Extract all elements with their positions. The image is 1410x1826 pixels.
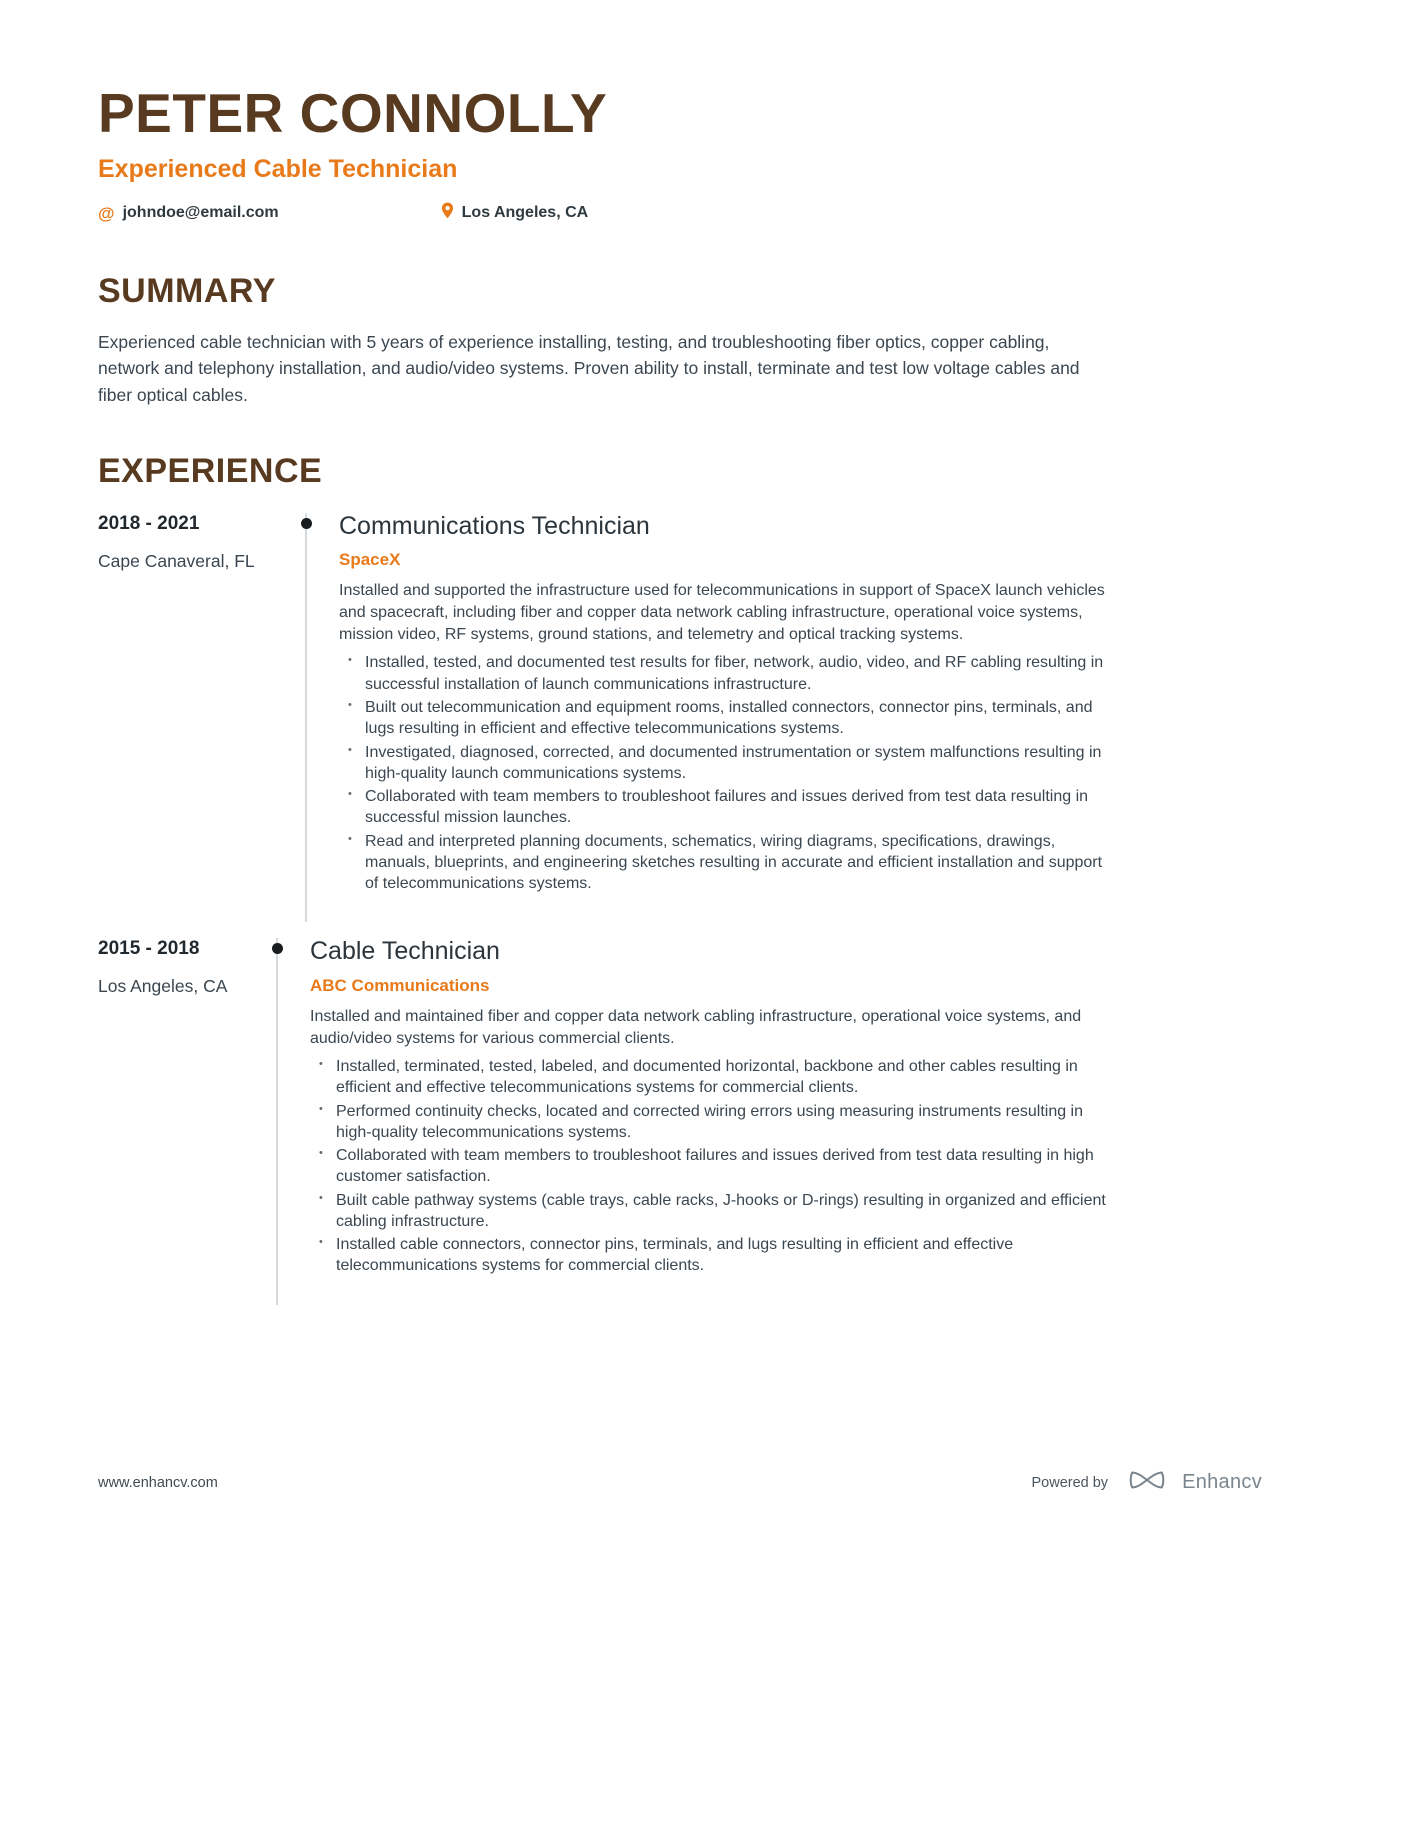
timeline-dot <box>301 518 312 529</box>
candidate-name: PETER CONNOLLY <box>98 82 608 144</box>
entry-location: Cape Canaveral, FL <box>98 550 255 571</box>
entry-bullet-list <box>339 652 1110 894</box>
timeline-dot <box>272 943 283 954</box>
entry-dates: 2015 - 2018 <box>98 938 200 960</box>
experience-entry-spacex <box>98 513 1110 923</box>
entry-company: ABC Communications <box>310 975 490 995</box>
website-link[interactable]: www.enhancv.com <box>98 1474 218 1491</box>
entry-role-title: Communications Technician <box>339 511 650 540</box>
entry-description: Installed and maintained fiber and copper data network cabling infrastructure, operational voice systems, and audio/video systems for various commercial clients. <box>310 1007 1082 1047</box>
location-text: Los Angeles, CA <box>461 204 589 221</box>
powered-by-label: Powered by <box>1031 1474 1109 1491</box>
summary-heading: SUMMARY <box>98 272 276 310</box>
experience-section <box>98 452 1110 1305</box>
enhancv-brand-text: Enhancv <box>1182 1471 1262 1493</box>
experience-entries <box>98 513 1110 1305</box>
email-text: johndoe@email.com <box>122 204 279 221</box>
contact-location <box>441 202 589 224</box>
contact-email[interactable] <box>98 204 279 222</box>
entry-bullet: • Read and interpreted planning documents, schematics, wiring diagrams, specifications, drawings, manuals, blueprints, and engineering sketches resulting in accurate and efficient installation and support of telecommunications systems. <box>339 831 1110 895</box>
entry-company: SpaceX <box>339 550 401 570</box>
entry-content <box>305 513 1110 923</box>
contact-row <box>98 202 1312 224</box>
summary-section <box>98 272 1312 408</box>
entry-bullet: • Built out telecommunication and equipment rooms, installed connectors, connector pins, terminals, and lugs resulting in efficient and effective telecommunications systems. <box>339 697 1110 740</box>
entry-bullet: • Built cable pathway systems (cable trays, cable racks, J-hooks or D-rings) resulting in organized and efficient cabling infrastructure. <box>310 1190 1110 1233</box>
experience-entry-abc-communications <box>98 938 1110 1304</box>
entry-bullet-list <box>310 1056 1110 1277</box>
powered-by <box>1031 1468 1262 1497</box>
enhancv-logo-icon <box>1128 1468 1166 1497</box>
resume-header <box>98 82 1312 224</box>
email-at-icon: @ <box>98 203 115 223</box>
experience-heading: EXPERIENCE <box>98 451 323 490</box>
entry-bullet: • Collaborated with team members to troubleshoot failures and issues derived from test data resulting in successful mission launches. <box>339 786 1110 829</box>
entry-meta <box>98 938 276 1304</box>
entry-bullet: • Performed continuity checks, located and corrected wiring errors using measuring instruments resulting in high-quality telecommunications systems. <box>310 1101 1110 1144</box>
location-pin-icon <box>441 202 454 224</box>
summary-text: Experienced cable technician with 5 years of experience installing, testing, and troubleshooting fiber optics, copper cabling, network and telephony installation, and audio/video systems. Proven ability to install, terminate and test low voltage cables and fiber optical cables. <box>98 332 1080 405</box>
page-footer <box>98 1468 1262 1497</box>
entry-description: Installed and supported the infrastructure used for telecommunications in support of SpaceX launch vehicles and spacecraft, including fiber and copper data network cabling infrastructure, operational voice systems, mission video, RF systems, ground stations, and telemetry and optical tracking systems. <box>339 582 1105 644</box>
entry-bullet: • Investigated, diagnosed, corrected, and documented instrumentation or system malfunctions resulting in high-quality launch communications systems. <box>339 742 1110 785</box>
entry-bullet: • Installed cable connectors, connector pins, terminals, and lugs resulting in efficient and effective telecommunications systems for commercial clients. <box>310 1234 1110 1277</box>
entry-location: Los Angeles, CA <box>98 976 228 997</box>
candidate-title: Experienced Cable Technician <box>98 155 458 183</box>
entry-content <box>276 938 1110 1304</box>
entry-bullet: • Installed, tested, and documented test results for fiber, network, audio, video, and RF cabling resulting in successful installation of launch communications infrastructure. <box>339 652 1110 695</box>
entry-meta <box>98 513 305 923</box>
entry-dates: 2018 - 2021 <box>98 512 200 534</box>
entry-bullet: • Collaborated with team members to troubleshoot failures and issues derived from test data resulting in high customer satisfaction. <box>310 1145 1110 1188</box>
entry-bullet: • Installed, terminated, tested, labeled, and documented horizontal, backbone and other cables resulting in efficient and effective telecommunications systems for commercial clients. <box>310 1056 1110 1099</box>
entry-role-title: Cable Technician <box>310 937 500 966</box>
